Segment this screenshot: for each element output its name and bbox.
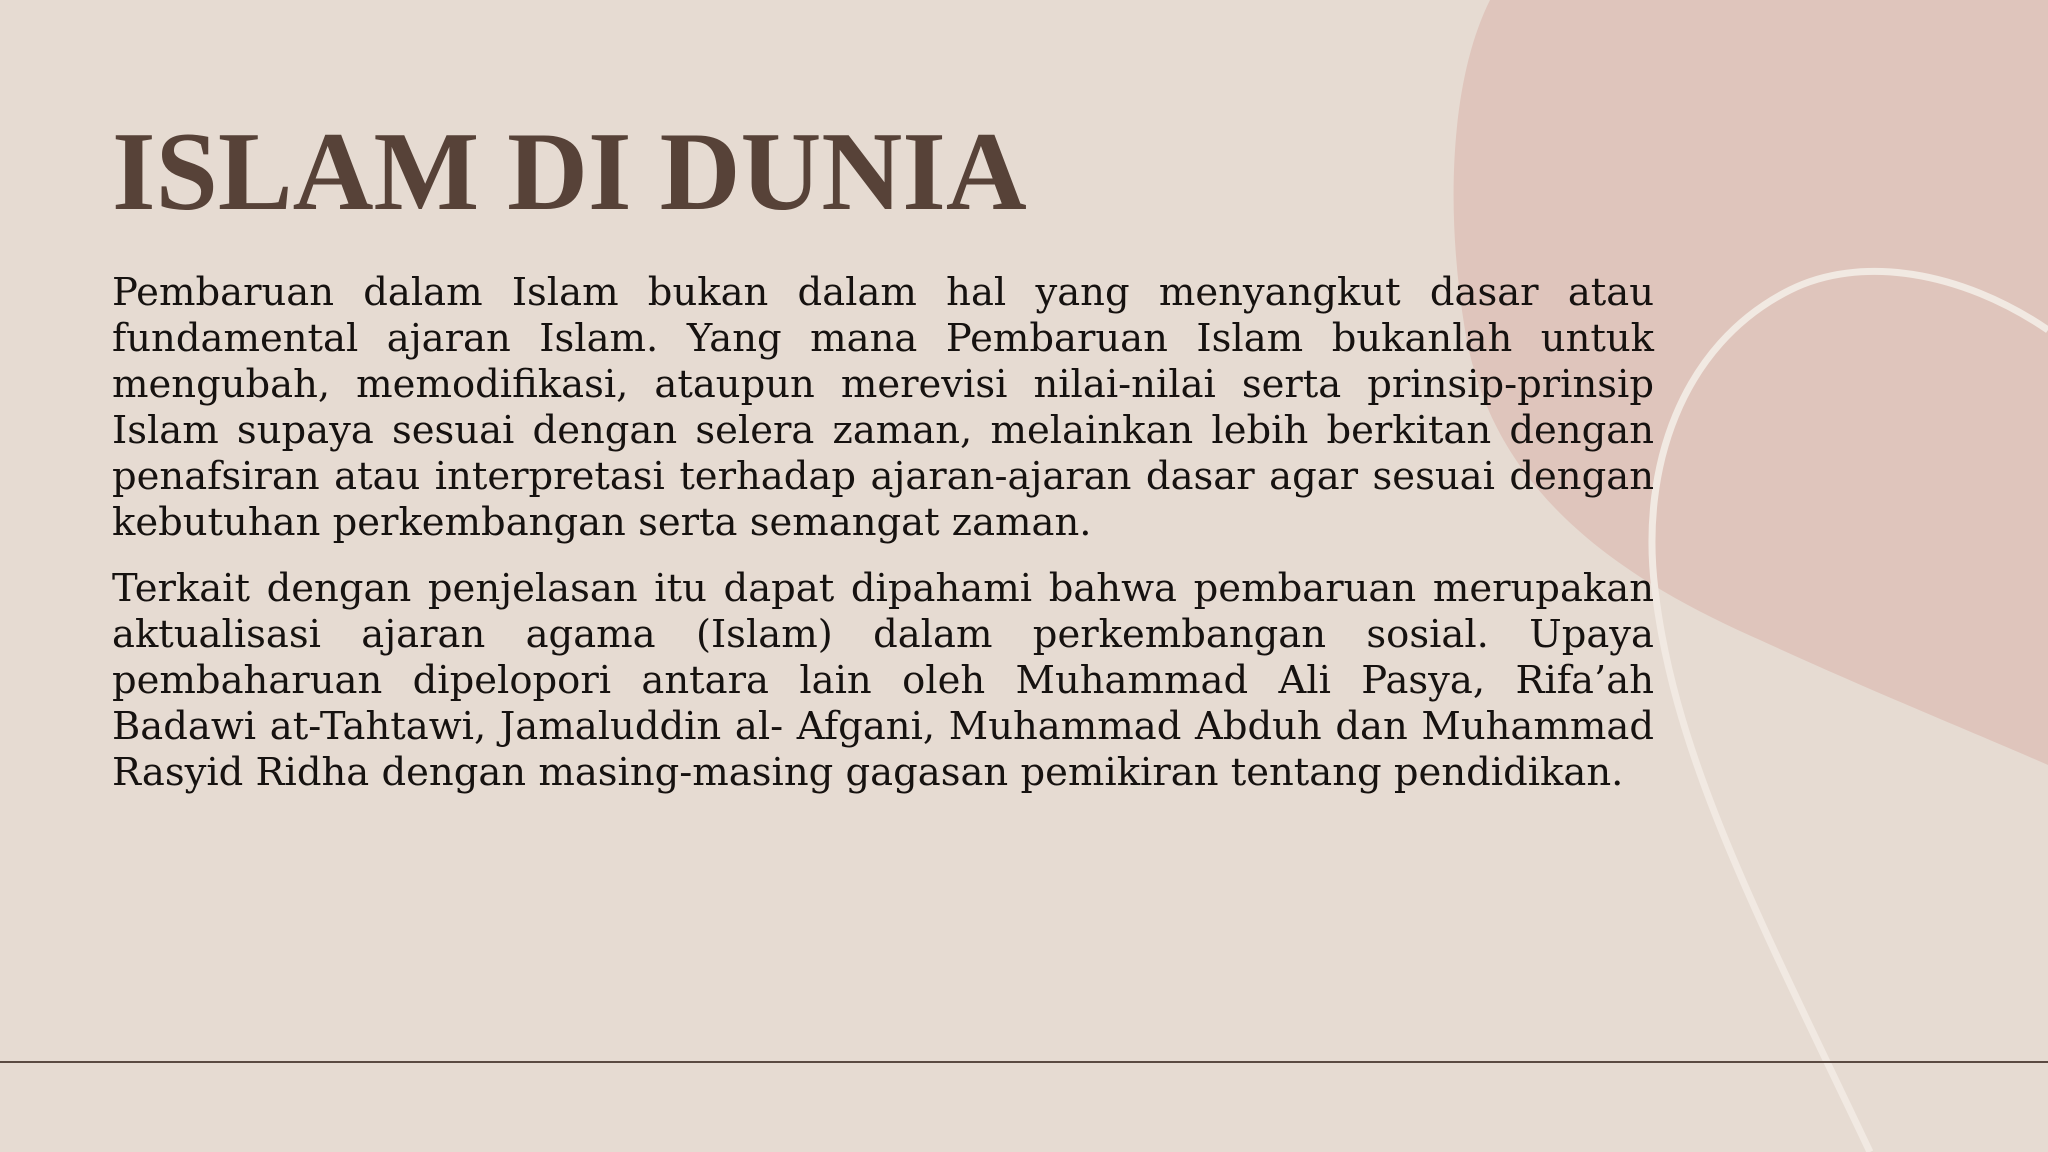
page-title: ISLAM DI DUNIA — [112, 110, 1027, 234]
footer-divider — [0, 1061, 2048, 1063]
paragraph-2: Terkait dengan penjelasan itu dapat dipahami bahwa pembaruan merupakan aktualisasi ajaran agama (Islam) dalam perkembangan sosial. Upaya pembaharuan dipelopori antara lain oleh Muhammad Ali Pasya, Rifa’ah Badawi at-Tahtawi, Jamaluddin al- Afgani, Muhammad Abduh dan Muhammad Rasyid Ridha dengan masing-masing gagasan pemikiran tentang pendidikan. — [112, 566, 1654, 795]
body-text — [112, 270, 1654, 816]
paragraph-1: Pembaruan dalam Islam bukan dalam hal yang menyangkut dasar atau fundamental ajaran Islam. Yang mana Pembaruan Islam bukanlah untuk mengubah, memodifikasi, ataupun merevisi nilai-nilai serta prinsip-prinsip Islam supaya sesuai dengan selera zaman, melainkan lebih berkitan dengan penafsiran atau interpretasi terhadap ajaran-ajaran dasar agar sesuai dengan kebutuhan perkembangan serta semangat zaman. — [112, 270, 1654, 545]
